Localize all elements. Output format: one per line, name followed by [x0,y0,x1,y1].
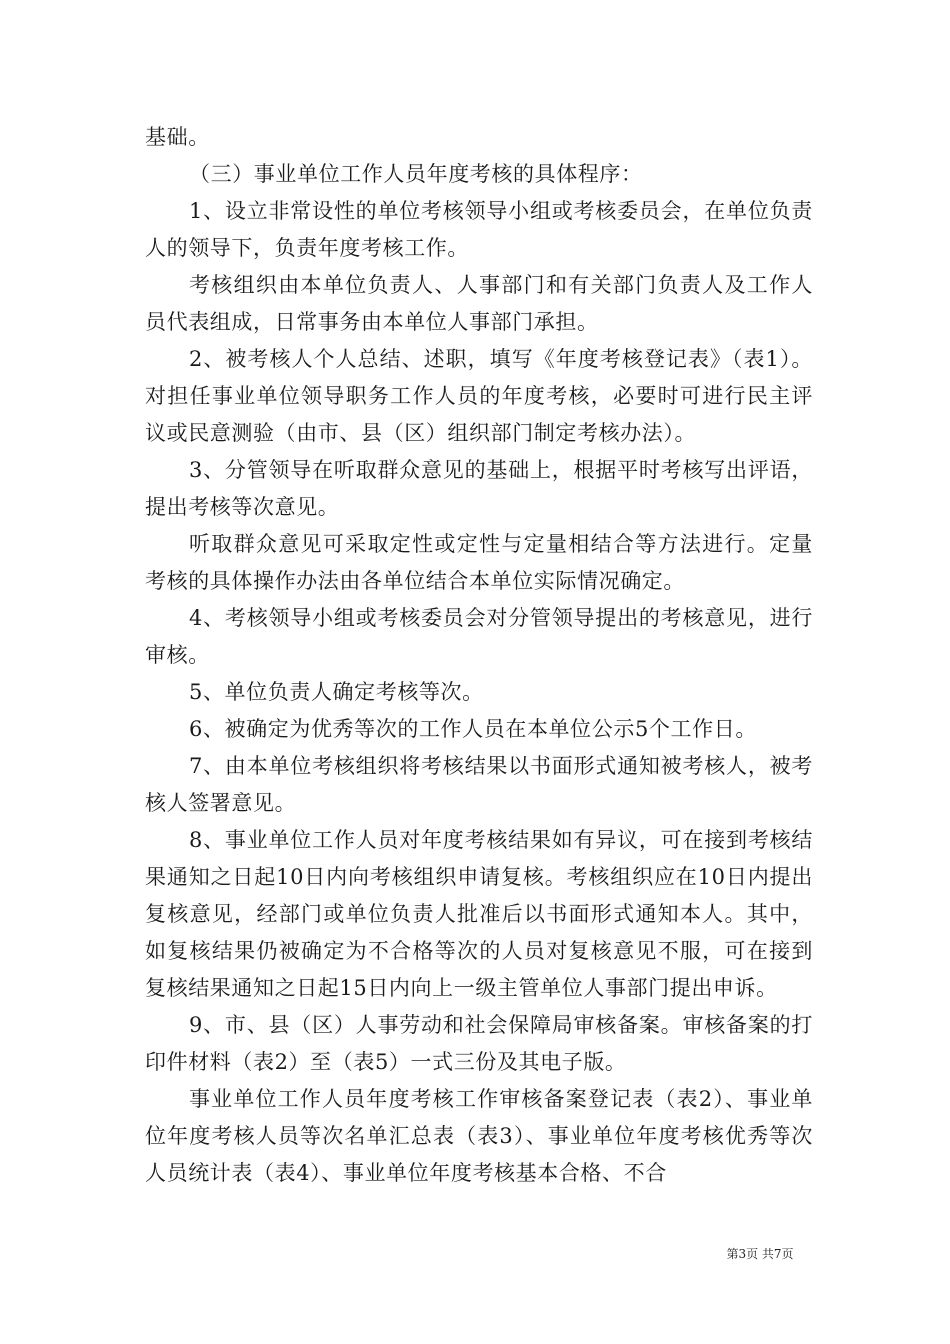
paragraph: 8、事业单位工作人员对年度考核结果如有异议，可在接到考核结果通知之日起10日内向考核组织申请复核。考核组织应在10日内提出复核意见，经部门或单位负责人批准后以书面形式通知本人。其中，如复核结果仍被确定为不合格等次的人员对复核意见不服，可在接到复核结果通知之日起15日内向上一级主管单位人事部门提出申诉。 [145,828,813,1000]
document-body [145,119,813,1192]
paragraph: 5、单位负责人确定考核等次。 [189,680,484,704]
page-footer [0,1245,950,1262]
paragraph: 听取群众意见可采取定性或定性与定量相结合等方法进行。定量考核的具体操作办法由各单位结合本单位实际情况确定。 [145,532,813,593]
paragraph: 9、市、县（区）人事劳动和社会保障局审核备案。审核备案的打印件材料（表2）至（表5）一式三份及其电子版。 [145,1013,813,1074]
paragraph: 事业单位工作人员年度考核工作审核备案登记表（表2）、事业单位年度考核人员等次名单汇总表（表3）、事业单位年度考核优秀等次人员统计表（表4）、事业单位年度考核基本合格、不合 [145,1087,813,1185]
paragraph: （三）事业单位工作人员年度考核的具体程序： [189,162,643,186]
paragraph: 考核组织由本单位负责人、人事部门和有关部门负责人及工作人员代表组成，日常事务由本单位人事部门承担。 [145,273,813,334]
paragraph: 4、考核领导小组或考核委员会对分管领导提出的考核意见，进行审核。 [145,606,813,667]
paragraph: 基础。 [145,125,210,149]
paragraph: 2、被考核人个人总结、述职，填写《年度考核登记表》（表1）。对担任事业单位领导职务工作人员的年度考核，必要时可进行民主评议或民意测验（由市、县（区）组织部门制定考核办法）。 [145,347,813,445]
paragraph: 3、分管领导在听取群众意见的基础上，根据平时考核写出评语，提出考核等次意见。 [145,458,813,519]
page-number: 第3页 共7页 [726,1247,794,1261]
paragraph: 1、设立非常设性的单位考核领导小组或考核委员会，在单位负责人的领导下，负责年度考核工作。 [145,199,813,260]
paragraph: 7、由本单位考核组织将考核结果以书面形式通知被考核人，被考核人签署意见。 [145,754,813,815]
paragraph: 6、被确定为优秀等次的工作人员在本单位公示5个工作日。 [189,717,757,741]
